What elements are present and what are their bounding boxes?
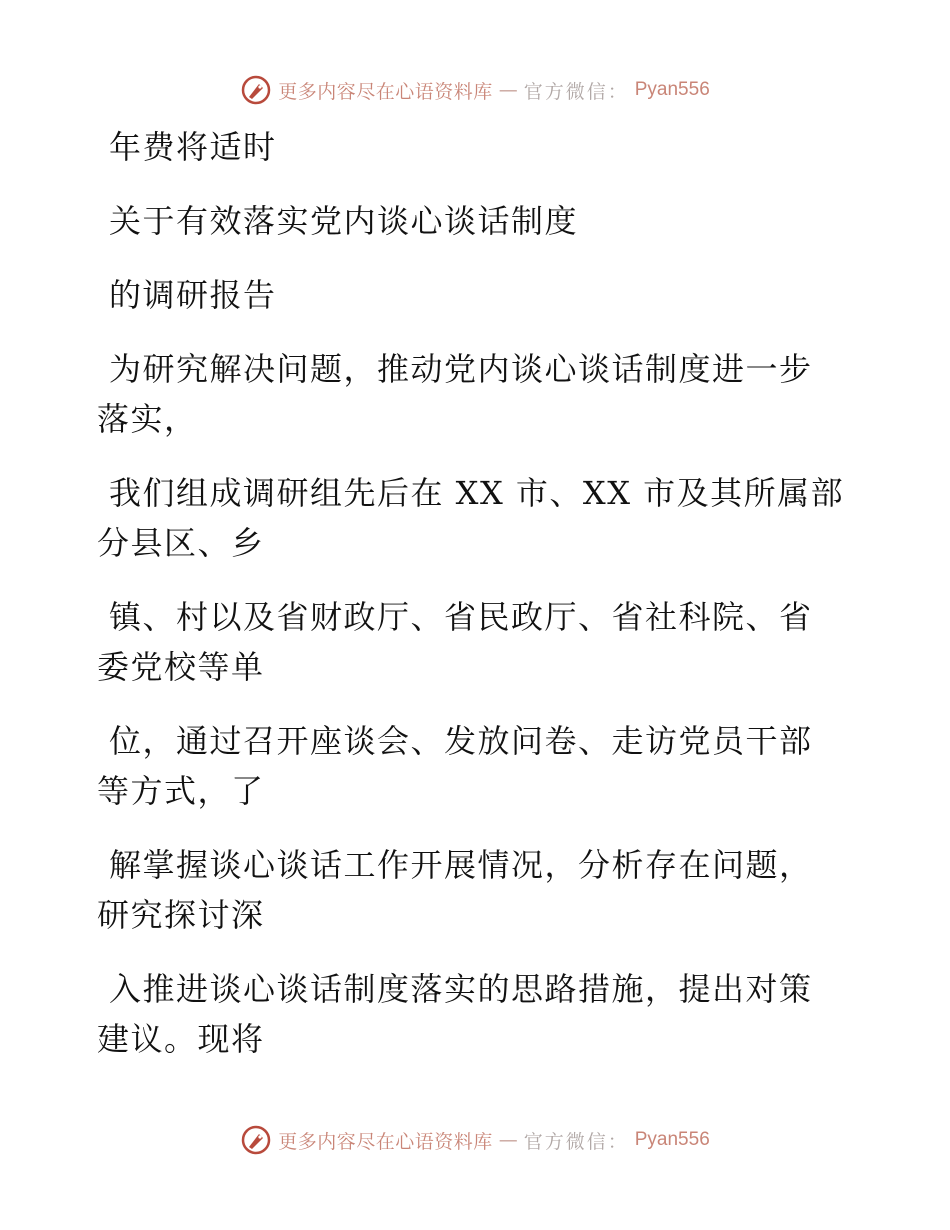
text-line: 解掌握谈心谈话工作开展情况，分析存在问题，	[109, 846, 813, 884]
paragraph	[97, 964, 857, 1064]
text-line: 研究探讨深	[97, 896, 265, 934]
pen-nib-circle-icon	[240, 74, 272, 106]
watermark-label: 官方微信：	[523, 80, 629, 103]
text-line: 的调研报告	[109, 276, 277, 314]
header-watermark	[0, 70, 950, 110]
paragraph	[97, 592, 857, 692]
text-line: 等方式，了	[97, 772, 265, 810]
paragraph	[97, 344, 857, 444]
text-line: 镇、村以及省财政厅、省民政厅、省社科院、省	[109, 598, 813, 636]
document-title-line-1	[97, 196, 857, 246]
watermark-dash: —	[498, 1129, 518, 1151]
paragraph	[97, 468, 857, 568]
footer-watermark	[0, 1120, 950, 1160]
document-title-line-2	[97, 270, 857, 320]
text-line: 关于有效落实党内谈心谈话制度	[109, 202, 579, 240]
text-line: 入推进谈心谈话制度落实的思路措施，提出对策	[109, 970, 813, 1008]
text-line: 委党校等单	[97, 648, 265, 686]
pen-nib-circle-icon	[240, 1124, 272, 1156]
text-line: 落实，	[97, 400, 198, 438]
text-line: 分县区、乡	[97, 524, 265, 562]
watermark-wechat-id: Pyan556	[634, 79, 710, 100]
text-line: 建议。现将	[97, 1020, 265, 1058]
document-body	[97, 122, 857, 1088]
watermark-wechat-id: Pyan556	[634, 1129, 710, 1150]
text-line: 我们组成调研组先后在 XX 市、XX 市及其所属部	[109, 474, 845, 512]
watermark-brand: 更多内容尽在心语资料库	[278, 80, 493, 103]
watermark-brand: 更多内容尽在心语资料库	[278, 1130, 493, 1153]
paragraph	[97, 840, 857, 940]
paragraph	[97, 122, 857, 172]
watermark-dash: —	[498, 79, 518, 101]
watermark-label: 官方微信：	[523, 1130, 629, 1153]
paragraph	[97, 716, 857, 816]
text-line: 为研究解决问题，推动党内谈心谈话制度进一步	[109, 350, 813, 388]
text-line: 位，通过召开座谈会、发放问卷、走访党员干部	[109, 722, 813, 760]
text-line: 年费将适时	[109, 128, 277, 166]
